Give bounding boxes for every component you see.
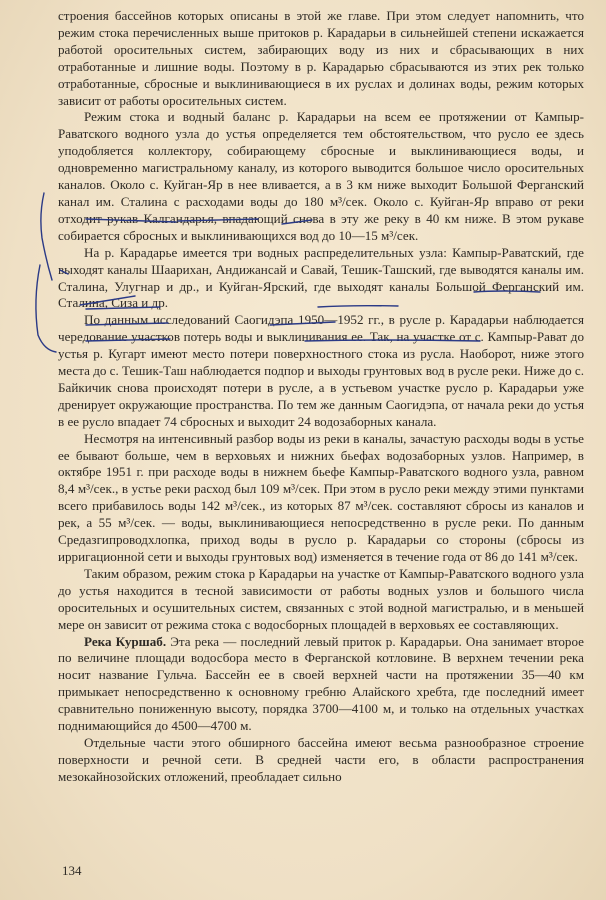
paragraph-7-text: Эта река — последний левый приток р. Карадарьи. Она занимает второе по величине площади водосбора место в Ферганской котловине. В верхнем течении река носит название Гульча. Бассейн ее в своей верхней части на протяжении 35—40 км примыкает непосредственно к основному гребню Алайского хребта, где последний имеет сравнительно пониженную высоту, порядка 3700—4100 м, и только на отдельных участках поднимающийся до 4500—4700 м. [58,633,584,734]
paragraph-5: Несмотря на интенсивный разбор воды из реки в каналы, зачастую расходы воды в устье ее бывают больше, чем в верховьях и нижних бьефах водозаборных узлов. Например, в октябре 1951 г. при расходе воды в нижнем бьефе Кампыр-Раватского водного узла, равном 8,4 м³/сек., в устье реки расход был 109 м³/сек. При этом в русло реки между этими пунктами всего прибавилось воды 142 м³/сек., из которых 87 м³/сек. составляют сбросы из каналов и рек, а 55 м³/сек. — воды, выклинивающиеся непосредственно в русле реки. По данным Средазгипроводхлопка, приход воды в русло р. Карадарьи со стороны (сбросы из ирригационной сети и выходы грунтовых вод) изменяется в течение года от 86 до 141 м³/сек. [58,430,584,564]
paragraph-1: строения бассейнов которых описаны в этой же главе. При этом следует напомнить, что режим стока перечисленных выше притоков р. Карадарьи в сильнейшей степени искажается работой оросительных систем, забирающих воду из них и сбрасывающих в них отработанные и лишние воды. Поэтому в р. Карадарью сбрасываются из этих рек только отработанные, сбросные и выклинивающиеся в их руслах и долинах воды, режим которых зависит от работы оросительных систем. [58,8,584,108]
paragraph-2: Режим стока и водный баланс р. Карадарьи на всем ее протяжении от Кампыр-Раватского водного узла до устья определяется тем обстоятельством, что русло ее здесь уподобляется коллектору, собирающему сбросные и выклинивающиеся воды, и одновременно магистральному каналу, из которого выводится большое число оросительных каналов. Около с. Куйган-Яр в нее вливается, а в 3 км ниже выходит Большой Ферганский канал им. Сталина с расходами воды до 180 м³/сек. Около с. Куйган-Яр вправо от реки отходит рукав Калгандарья, впадающий снова в эту же реку в 40 км ниже. В этом рукаве собирается сбросных и выклинивающихся вод до 10—15 м³/сек. [58,109,584,243]
margin-bracket-mark [36,265,56,352]
margin-bracket-mark [41,193,52,280]
paragraph-6: Таким образом, режим стока р Карадарьи на участке от Кампыр-Раватского водного узла до устья находится в тесной зависимости от работы водных узлов и большого числа оросительных и осушительных систем, связанных с этой водной магистралью, и в меньшей мере он зависит от режима стока с водосборных площадей в верховьях ее составляющих. [58,565,584,632]
paragraph-4: По данным исследований Саогидэпа 1950—1952 гг., в русле р. Карадарьи наблюдается чередование участков потерь воды и выклинивания ее. Так, на участке от с. Кампыр-Рават до устья р. Кугарт имеют место потери поверхностного стока из русла. Наоборот, ниже этого места до с. Тешик-Таш наблюдается подпор и выходы грунтовых вод в русле реки. Ниже до с. Байкичик снова происходят потери в русле, а в устьевом участке русло р. Карадарьи уже дренирует окружающие пространства. По тем же данным Саогидэпа, от начала реки до устья в ее русло впадает 74 сбросных и выходит 24 водозаборных канала. [58,312,584,429]
paragraph-8: Отдельные части этого обширного бассейна имеют весьма разнообразное строение поверхности и речной сети. В средней части его, в области распространения мезокайнозойских отложений, преобладает сильно [58,734,584,784]
section-heading: Река Куршаб. [84,633,167,649]
page-number: 134 [62,863,82,878]
body-text [58,8,584,786]
paragraph-3: На р. Карадарье имеется три водных распределительных узла: Кампыр-Раватский, где выходят каналы Шаарихан, Андижансай и Савай, Тешик-Ташский, где выводятся каналы им. Сталина, Улугнар и др., и Куйган-Ярский, где выходят каналы Большой Ферганский им. Сталина, Сиза и др. [58,244,584,311]
paragraph-7 [58,634,584,735]
